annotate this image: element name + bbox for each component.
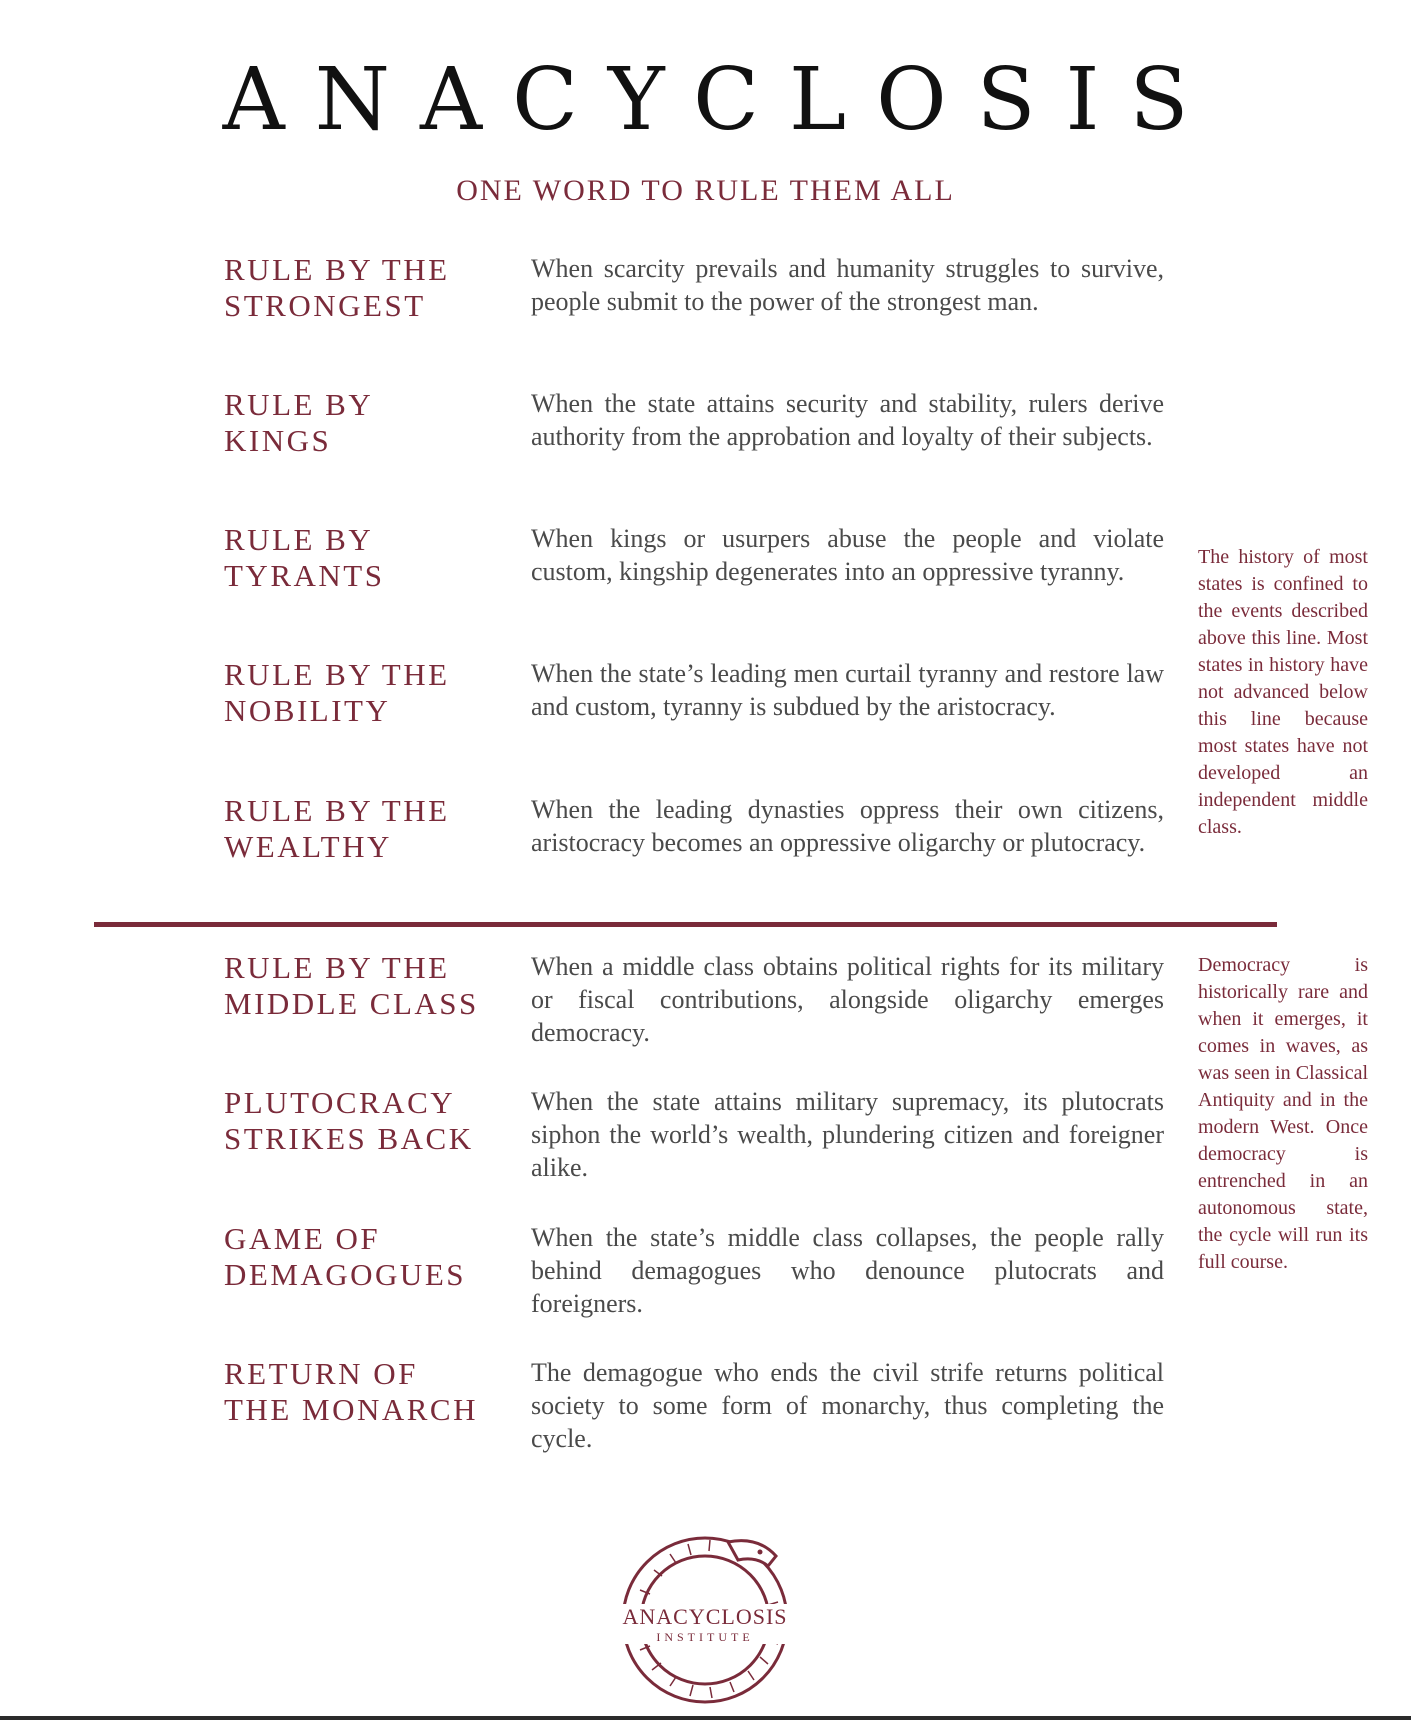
lower-side-note: Democracy is historically rare and when it emerges, it comes in waves, as was seen in Classical Antiquity and in the modern West. Once democracy is entrenched in an autonomous state, the cycle will run its full course. [1198, 954, 1368, 1273]
stage-description: When the state attains military supremacy, its plutocrats siphon the world’s wealth, plundering citizen and foreigner alike. [531, 1087, 1164, 1182]
stage-description: When a middle class obtains political rights for its military or fiscal contributions, alongside oligarchy emerges democracy. [531, 952, 1164, 1047]
stage-description: The demagogue who ends the civil strife returns political society to some form of monarchy, thus completing the cycle. [531, 1358, 1164, 1453]
stage-heading: RETURN OF THE MONARCH [224, 1356, 478, 1427]
page-subtitle: ONE WORD TO RULE THEM ALL [456, 174, 955, 207]
stage-heading: RULE BY THE STRONGEST [224, 252, 450, 323]
stage-description: When the state’s middle class collapses, the people rally behind demagogues who denounce plutocrats and foreigners. [531, 1223, 1164, 1318]
stage-heading: RULE BY THE WEALTHY [224, 793, 450, 864]
stage-heading: RULE BY THE NOBILITY [224, 657, 450, 728]
stage-description: When scarcity prevails and humanity struggles to survive, people submit to the power of the strongest man. [531, 254, 1164, 316]
stage-description: When kings or usurpers abuse the people and violate custom, kingship degenerates into an oppressive tyranny. [531, 524, 1164, 586]
history-divider-line [94, 922, 1277, 927]
logo-subtitle: INSTITUTE [656, 1630, 754, 1644]
stage-description: When the state attains security and stability, rulers derive authority from the approbation and loyalty of their subjects. [531, 389, 1164, 451]
stage-description: When the leading dynasties oppress their own citizens, aristocracy becomes an oppressive oligarchy or plutocracy. [531, 795, 1164, 857]
stage-heading: RULE BY THE MIDDLE CLASS [224, 950, 479, 1021]
stage-description: When the state’s leading men curtail tyranny and restore law and custom, tyranny is subdued by the aristocracy. [531, 659, 1164, 721]
logo-name: ANACYCLOSIS [622, 1604, 788, 1629]
page-title: ANACYCLOSIS [222, 50, 1219, 150]
stage-row [0, 1356, 1411, 1466]
stage-heading: RULE BY KINGS [224, 387, 374, 458]
stage-heading: GAME OF DEMAGOGUES [224, 1221, 466, 1292]
upper-side-note: The history of most states is confined to the events described above this line. Most states in history have not advanced below this line because most states have not developed an independent middle class. [1198, 546, 1368, 838]
stage-row [0, 252, 1411, 362]
stage-row [0, 387, 1411, 497]
stage-heading: RULE BY TYRANTS [224, 522, 385, 593]
stage-heading: PLUTOCRACY STRIKES BACK [224, 1085, 474, 1156]
page-bottom-border [0, 1716, 1411, 1720]
